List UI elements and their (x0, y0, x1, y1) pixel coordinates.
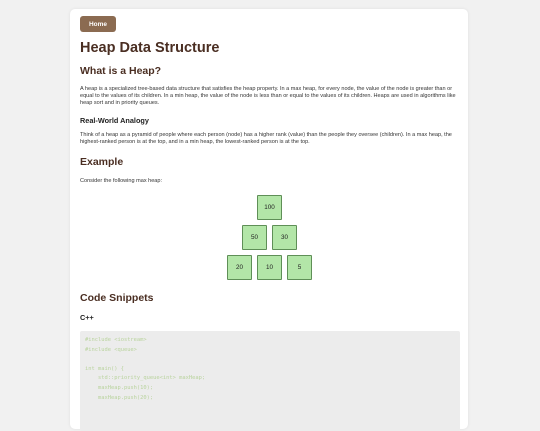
code-snippets-heading: Code Snippets (80, 292, 154, 304)
code-line: #include <queue> (85, 346, 137, 353)
heap-node-left: 50 (242, 225, 267, 250)
what-is-heap-paragraph: A heap is a specialized tree-based data structure that satisfies the heap property. In a max heap, for every node, the value of the node is greater than or equal to the values of its children. In a min heap, the value of the node is less than or equal to the values of its children. Heaps are used in algorithms like heap sort and in priority queues. (80, 86, 456, 106)
content-card (70, 9, 468, 429)
analogy-heading: Real-World Analogy (80, 116, 149, 125)
home-button[interactable]: Home (80, 16, 116, 32)
analogy-paragraph: Think of a heap as a pyramid of people where each person (node) has a higher rank (value) than the people they oversee (children). In a max heap, the highest-ranked person is at the top, and in a min heap, the lowest-ranked person is at the top. (80, 132, 452, 145)
heap-node-left-left: 20 (227, 255, 252, 280)
code-line: std::priority_queue<int> maxHeap; (85, 375, 206, 382)
code-language-label: C++ (80, 313, 94, 322)
code-line: int main() { (85, 365, 124, 372)
what-is-heap-heading: What is a Heap? (80, 65, 162, 77)
heap-node-left-right: 10 (257, 255, 282, 280)
example-heading: Example (80, 156, 124, 168)
page-title: Heap Data Structure (80, 40, 220, 56)
code-line: maxHeap.push(20); (85, 394, 154, 401)
heap-node-right: 30 (272, 225, 297, 250)
heap-node-right-left: 5 (287, 255, 312, 280)
example-intro: Consider the following max heap: (80, 178, 163, 184)
code-line: #include <iostream> (85, 337, 147, 343)
code-line (85, 355, 460, 365)
heap-node-root: 100 (257, 195, 282, 220)
code-block[interactable] (80, 331, 460, 431)
code-line: maxHeap.push(10); (85, 384, 154, 391)
